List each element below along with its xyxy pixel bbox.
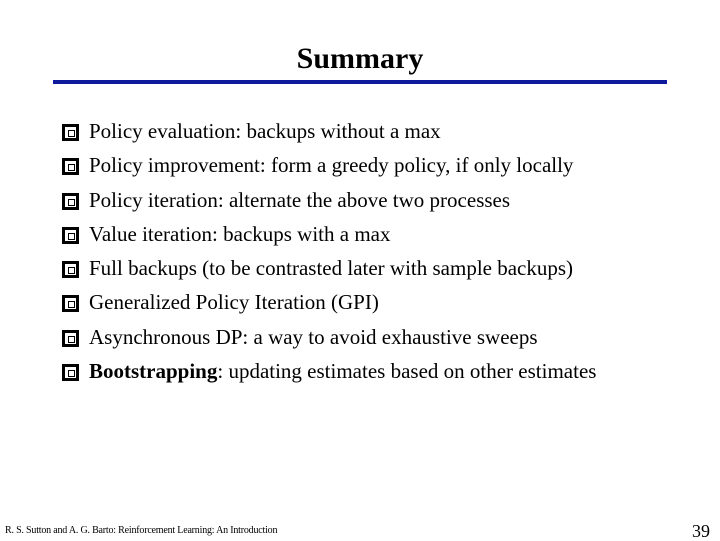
footer-citation: R. S. Sutton and A. G. Barto: Reinforcement Learning: An Introduction — [5, 525, 278, 536]
bullet-item-gpi — [62, 288, 702, 317]
square-bullet-icon — [62, 330, 79, 347]
bullet-text: Policy improvement: form a greedy policy, if only locally — [89, 153, 574, 178]
square-bullet-icon — [62, 193, 79, 210]
bullet-text: Policy evaluation: backups without a max — [89, 119, 441, 143]
bullet-item-policy-improvement — [62, 151, 702, 180]
bullet-text: Full backups (to be contrasted later with sample backups) — [89, 256, 574, 281]
square-bullet-icon — [62, 364, 79, 381]
square-bullet-icon — [62, 261, 79, 278]
bullet-item-full-backups — [62, 254, 702, 283]
bullet-item-asynchronous-dp — [62, 323, 702, 352]
bullet-list — [62, 117, 702, 391]
bullet-item-value-iteration — [62, 220, 702, 249]
bullet-text: : updating estimates based on other estimates — [217, 359, 597, 384]
page-number: 39 — [692, 521, 710, 541]
bullet-text: Value iteration: backups with a max — [89, 221, 391, 246]
bullet-text: Generalized Policy Iteration (GPI) — [89, 290, 379, 315]
bullet-item-policy-evaluation — [62, 117, 702, 146]
square-bullet-icon — [62, 158, 79, 175]
bullet-text: Asynchronous DP: a way to avoid exhaustive sweeps — [89, 324, 538, 349]
bullet-text: Policy iteration: alternate the above two processes — [89, 187, 511, 212]
slide-title: Summary — [296, 42, 424, 75]
square-bullet-icon — [62, 227, 79, 244]
bullet-bold-term: Bootstrapping — [89, 359, 218, 384]
square-bullet-icon — [62, 295, 79, 312]
title-underline-rule — [53, 80, 667, 84]
bullet-item-bootstrapping — [62, 357, 619, 386]
square-bullet-icon — [62, 124, 79, 141]
bullet-item-policy-iteration — [62, 186, 702, 215]
